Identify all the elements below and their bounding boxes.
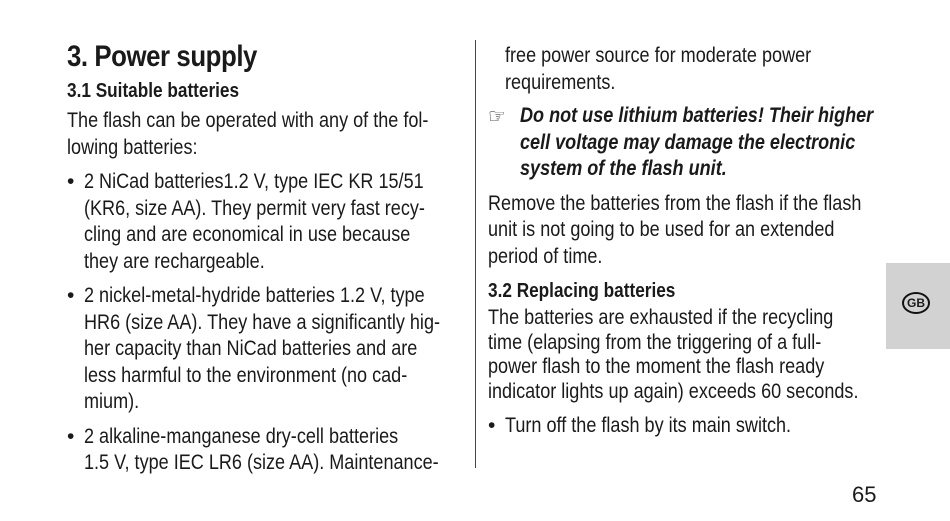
replace-paragraph [488,306,883,404]
text-line: her capacity than NiCad batteries and are [84,337,418,360]
text-line: free power source for moderate power [505,44,812,67]
list-item-nimh [67,283,467,416]
list-item-alkaline [67,424,467,477]
warning-line: Do not use lithium batteries! Their higher [520,104,874,127]
warning-line: system of the flash unit. [520,157,727,180]
text-line: HR6 (size AA). They have a significantly hig- [84,310,441,334]
text-line: The flash can be operated with any of the fol- [67,109,429,132]
text-line: 2 NiCad batteries1.2 V, type IEC KR 15/51 [84,170,424,193]
text-line: The batteries are exhausted if the recycling [488,306,834,329]
language-tab [886,263,950,349]
text-line: 2 alkaline-manganese dry-cell batteries [84,424,399,448]
column-divider [475,40,476,468]
text-line: requirements. [505,70,616,94]
text-line: period of time. [488,244,603,268]
text-line: less harmful to the environment (no cad- [84,363,408,387]
text-line: Remove the batteries from the flash if the flash [488,191,862,215]
bullet-icon: • [67,424,75,448]
intro-paragraph [67,108,467,161]
continuation-paragraph [488,43,883,96]
list-item-turn-off [488,413,883,440]
text-line: mium). [84,390,140,413]
bullet-icon: • [67,284,75,307]
lithium-warning [488,103,883,183]
section-heading-suitable-batteries: 3.1 Suitable batteries [67,80,240,102]
warning-line: cell voltage may damage the electronic [520,130,856,154]
page-number: 65 [852,482,877,507]
text-line: power flash to the moment the flash ready [488,355,825,378]
text-line: they are rechargeable. [84,249,265,273]
text-line: indicator lights up again) exceeds 60 seconds. [488,379,859,403]
list-item-nicad [67,169,467,275]
gb-language-badge: GB [902,292,930,314]
text-line: (KR6, size AA). They permit very fast recy- [84,196,425,220]
bullet-icon: • [67,170,75,193]
text-line: unit is not going to be used for an extended [488,218,835,241]
text-line: 2 nickel-metal-hydride batteries 1.2 V, type [84,284,425,307]
battery-list [67,169,467,477]
remove-batteries-paragraph [488,191,883,271]
text-line: lowing batteries: [67,135,198,159]
bullet-icon: • [488,414,496,437]
left-column [67,40,467,485]
section-heading-replacing-batteries: 3.2 Replacing batteries [488,280,676,302]
right-column [488,43,883,440]
text-line: Turn off the flash by its main switch. [505,414,792,437]
pointing-hand-icon: ☞ [488,104,506,128]
page-title: 3. Power supply [67,40,257,73]
text-line: time (elapsing from the triggering of a full- [488,330,822,354]
text-line: cling and are economical in use because [84,223,411,246]
text-line: 1.5 V, type IEC LR6 (size AA). Maintenance- [84,451,439,474]
